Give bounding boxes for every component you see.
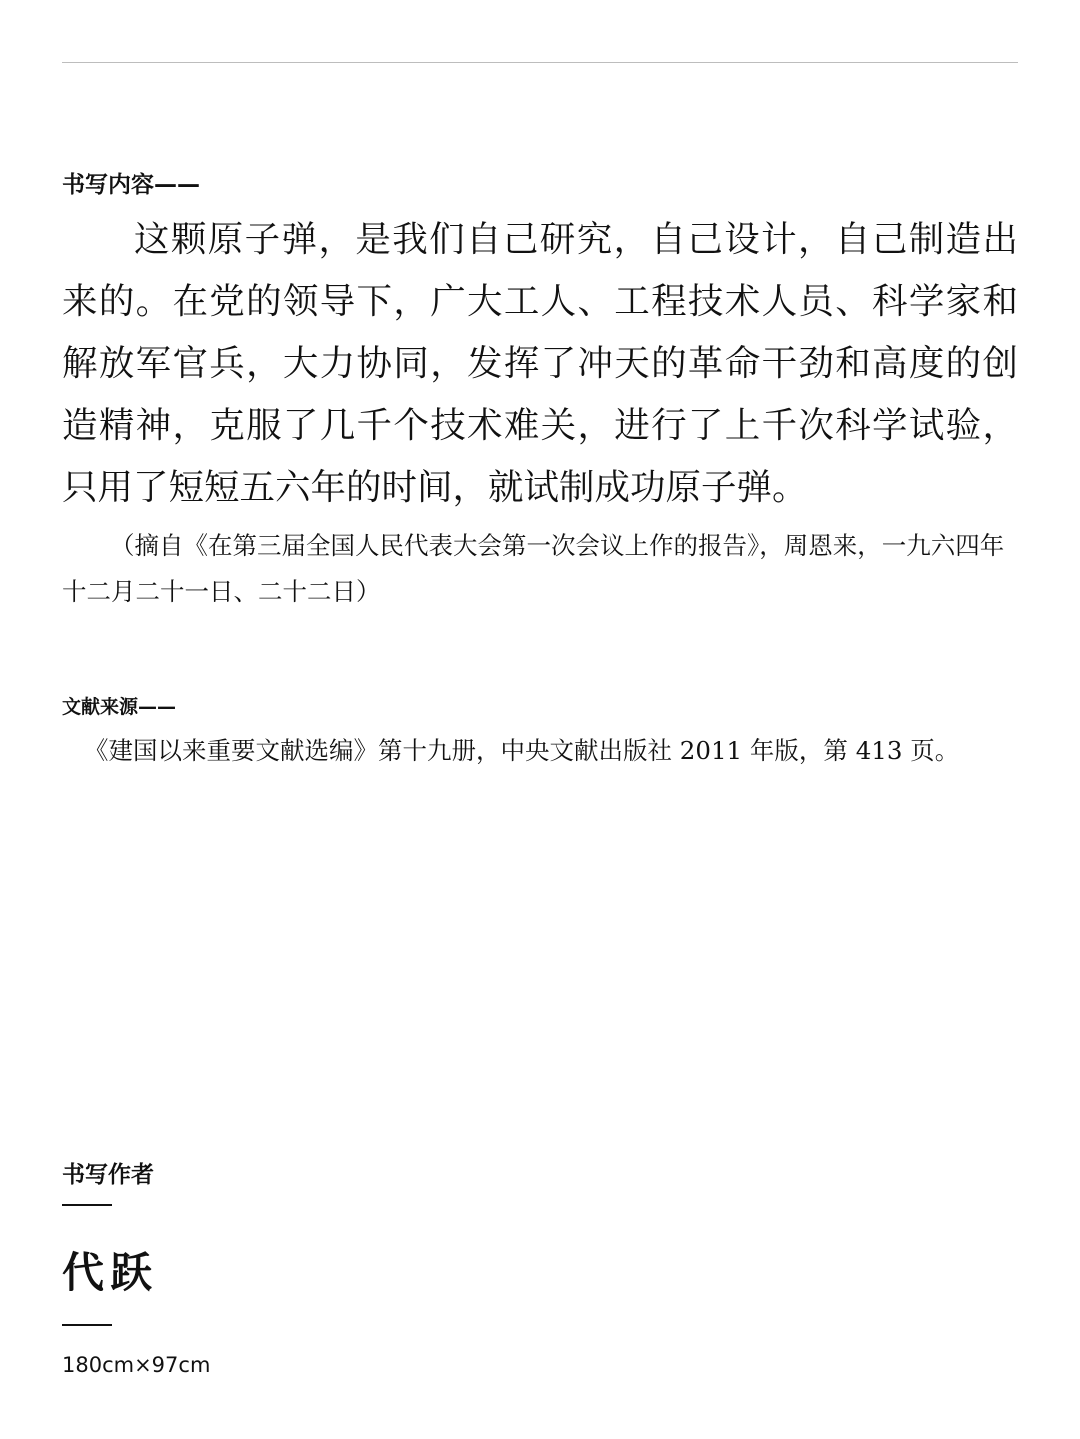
divider-short — [62, 1204, 112, 1206]
source-heading: 文献来源—— — [62, 696, 177, 718]
content-heading: 书写内容—— — [62, 172, 200, 198]
source-text: 《建国以来重要文献选编》第十九册，中央文献出版社 2011 年版，第 413 页。 — [84, 736, 960, 765]
content-text: 这颗原子弹，是我们自己研究，自己设计，自己制造出来的。在党的领导下，广大工人、工程技术人员、科学家和解放军官兵，大力协同，发挥了冲天的革命干劲和高度的创造精神，克服了几千个技术难关，进行了上千次科学试验，只用了短短五六年的时间，就试制成功原子弹。 — [62, 219, 1018, 508]
author-heading: 书写作者 — [62, 1162, 154, 1188]
content-citation: （摘自《在第三届全国人民代表大会第一次会议上作的报告》，周恩来，一九六四年十二月二十一日、二十二日） — [62, 531, 1005, 606]
divider-short — [62, 1324, 112, 1326]
top-divider — [62, 62, 1018, 63]
artwork-dimensions: 180cm×97cm — [62, 1353, 211, 1377]
author-name: 代跃 — [62, 1248, 159, 1297]
